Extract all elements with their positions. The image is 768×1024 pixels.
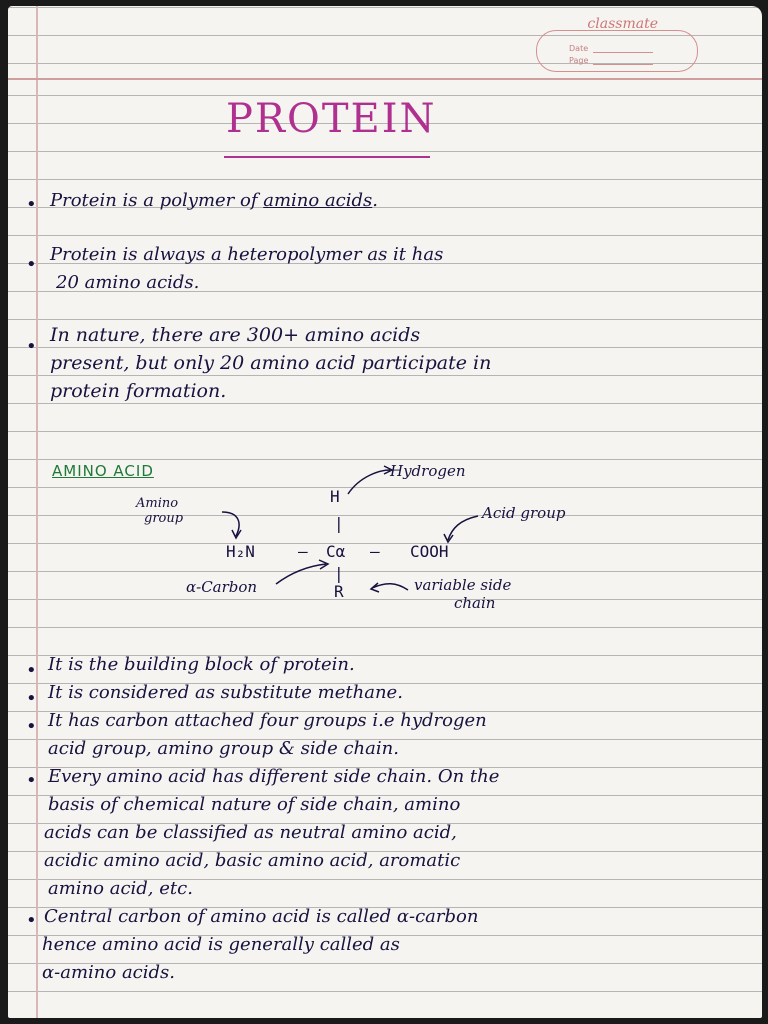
bullet-dot: • — [26, 660, 37, 681]
bond-right: — — [370, 542, 380, 561]
alpha-carbon-label: α-Carbon — [186, 578, 258, 596]
page-label: Page — [569, 56, 589, 65]
intro-point-1-end: . — [372, 190, 379, 211]
amino-group-label-line-1: Amino — [136, 496, 179, 511]
fact-3-line-2: acid group, amino group & side chain. — [48, 738, 399, 759]
fact-4-line-3: acids can be classified as neutral amino acid, — [44, 822, 457, 843]
hydrogen-label: Hydrogen — [390, 462, 466, 480]
fact-2: It is considered as substitute methane. — [48, 682, 403, 703]
notebook-page — [8, 6, 762, 1018]
intro-point-3-line-3: protein formation. — [50, 380, 227, 402]
fact-5-line-3: α-amino acids. — [42, 962, 175, 983]
r-group: R — [334, 582, 344, 601]
amino-acid-heading: AMINO ACID — [52, 462, 154, 480]
bullet-dot: • — [26, 910, 37, 931]
fact-4-line-4: acidic amino acid, basic amino acid, aromatic — [44, 850, 461, 871]
fact-4-line-2: basis of chemical nature of side chain, amino — [48, 794, 461, 815]
bond-bottom: | — [334, 564, 344, 583]
brand-logo: classmate — [587, 16, 658, 32]
bullet-dot: • — [26, 254, 37, 275]
page-title: PROTEIN — [226, 96, 437, 142]
bullet-dot: • — [26, 336, 37, 357]
intro-point-1-text: Protein is a polymer of — [50, 190, 264, 211]
carboxyl-group: COOH — [410, 542, 449, 561]
amine-group: H₂N — [226, 542, 255, 561]
acid-group-label: Acid group — [482, 504, 566, 522]
date-label: Date — [569, 44, 589, 53]
fact-5-line-1: Central carbon of amino acid is called α-carbon — [44, 906, 479, 927]
intro-point-2-line-2: 20 amino acids. — [56, 272, 200, 293]
bullet-dot: • — [26, 194, 37, 215]
bond-left: — — [298, 542, 308, 561]
amino-group-label-line-2: group — [144, 511, 184, 526]
bullet-dot: • — [26, 688, 37, 709]
intro-point-1-highlight: amino acids — [263, 190, 373, 211]
intro-point-3-line-1: In nature, there are 300+ amino acids — [50, 324, 421, 346]
fact-4-line-1: Every amino acid has different side chain. On the — [48, 766, 500, 787]
alpha-carbon: Cα — [326, 542, 346, 561]
fact-4-line-5: amino acid, etc. — [48, 878, 193, 899]
bullet-dot: • — [26, 770, 37, 791]
fact-5-line-2: hence amino acid is generally called as — [42, 934, 400, 955]
intro-point-3-line-2: present, but only 20 amino acid participate in — [50, 352, 492, 374]
bullet-dot: • — [26, 716, 37, 737]
hydrogen-atom: H — [330, 487, 340, 506]
side-chain-label-line-1: variable side — [414, 576, 512, 594]
fact-1: It is the building block of protein. — [48, 654, 355, 675]
side-chain-label-line-2: chain — [454, 594, 496, 612]
bond-top: | — [334, 514, 344, 533]
fact-3-line-1: It has carbon attached four groups i.e hydrogen — [48, 710, 487, 731]
intro-point-2-line-1: Protein is always a heteropolymer as it has — [50, 244, 444, 265]
